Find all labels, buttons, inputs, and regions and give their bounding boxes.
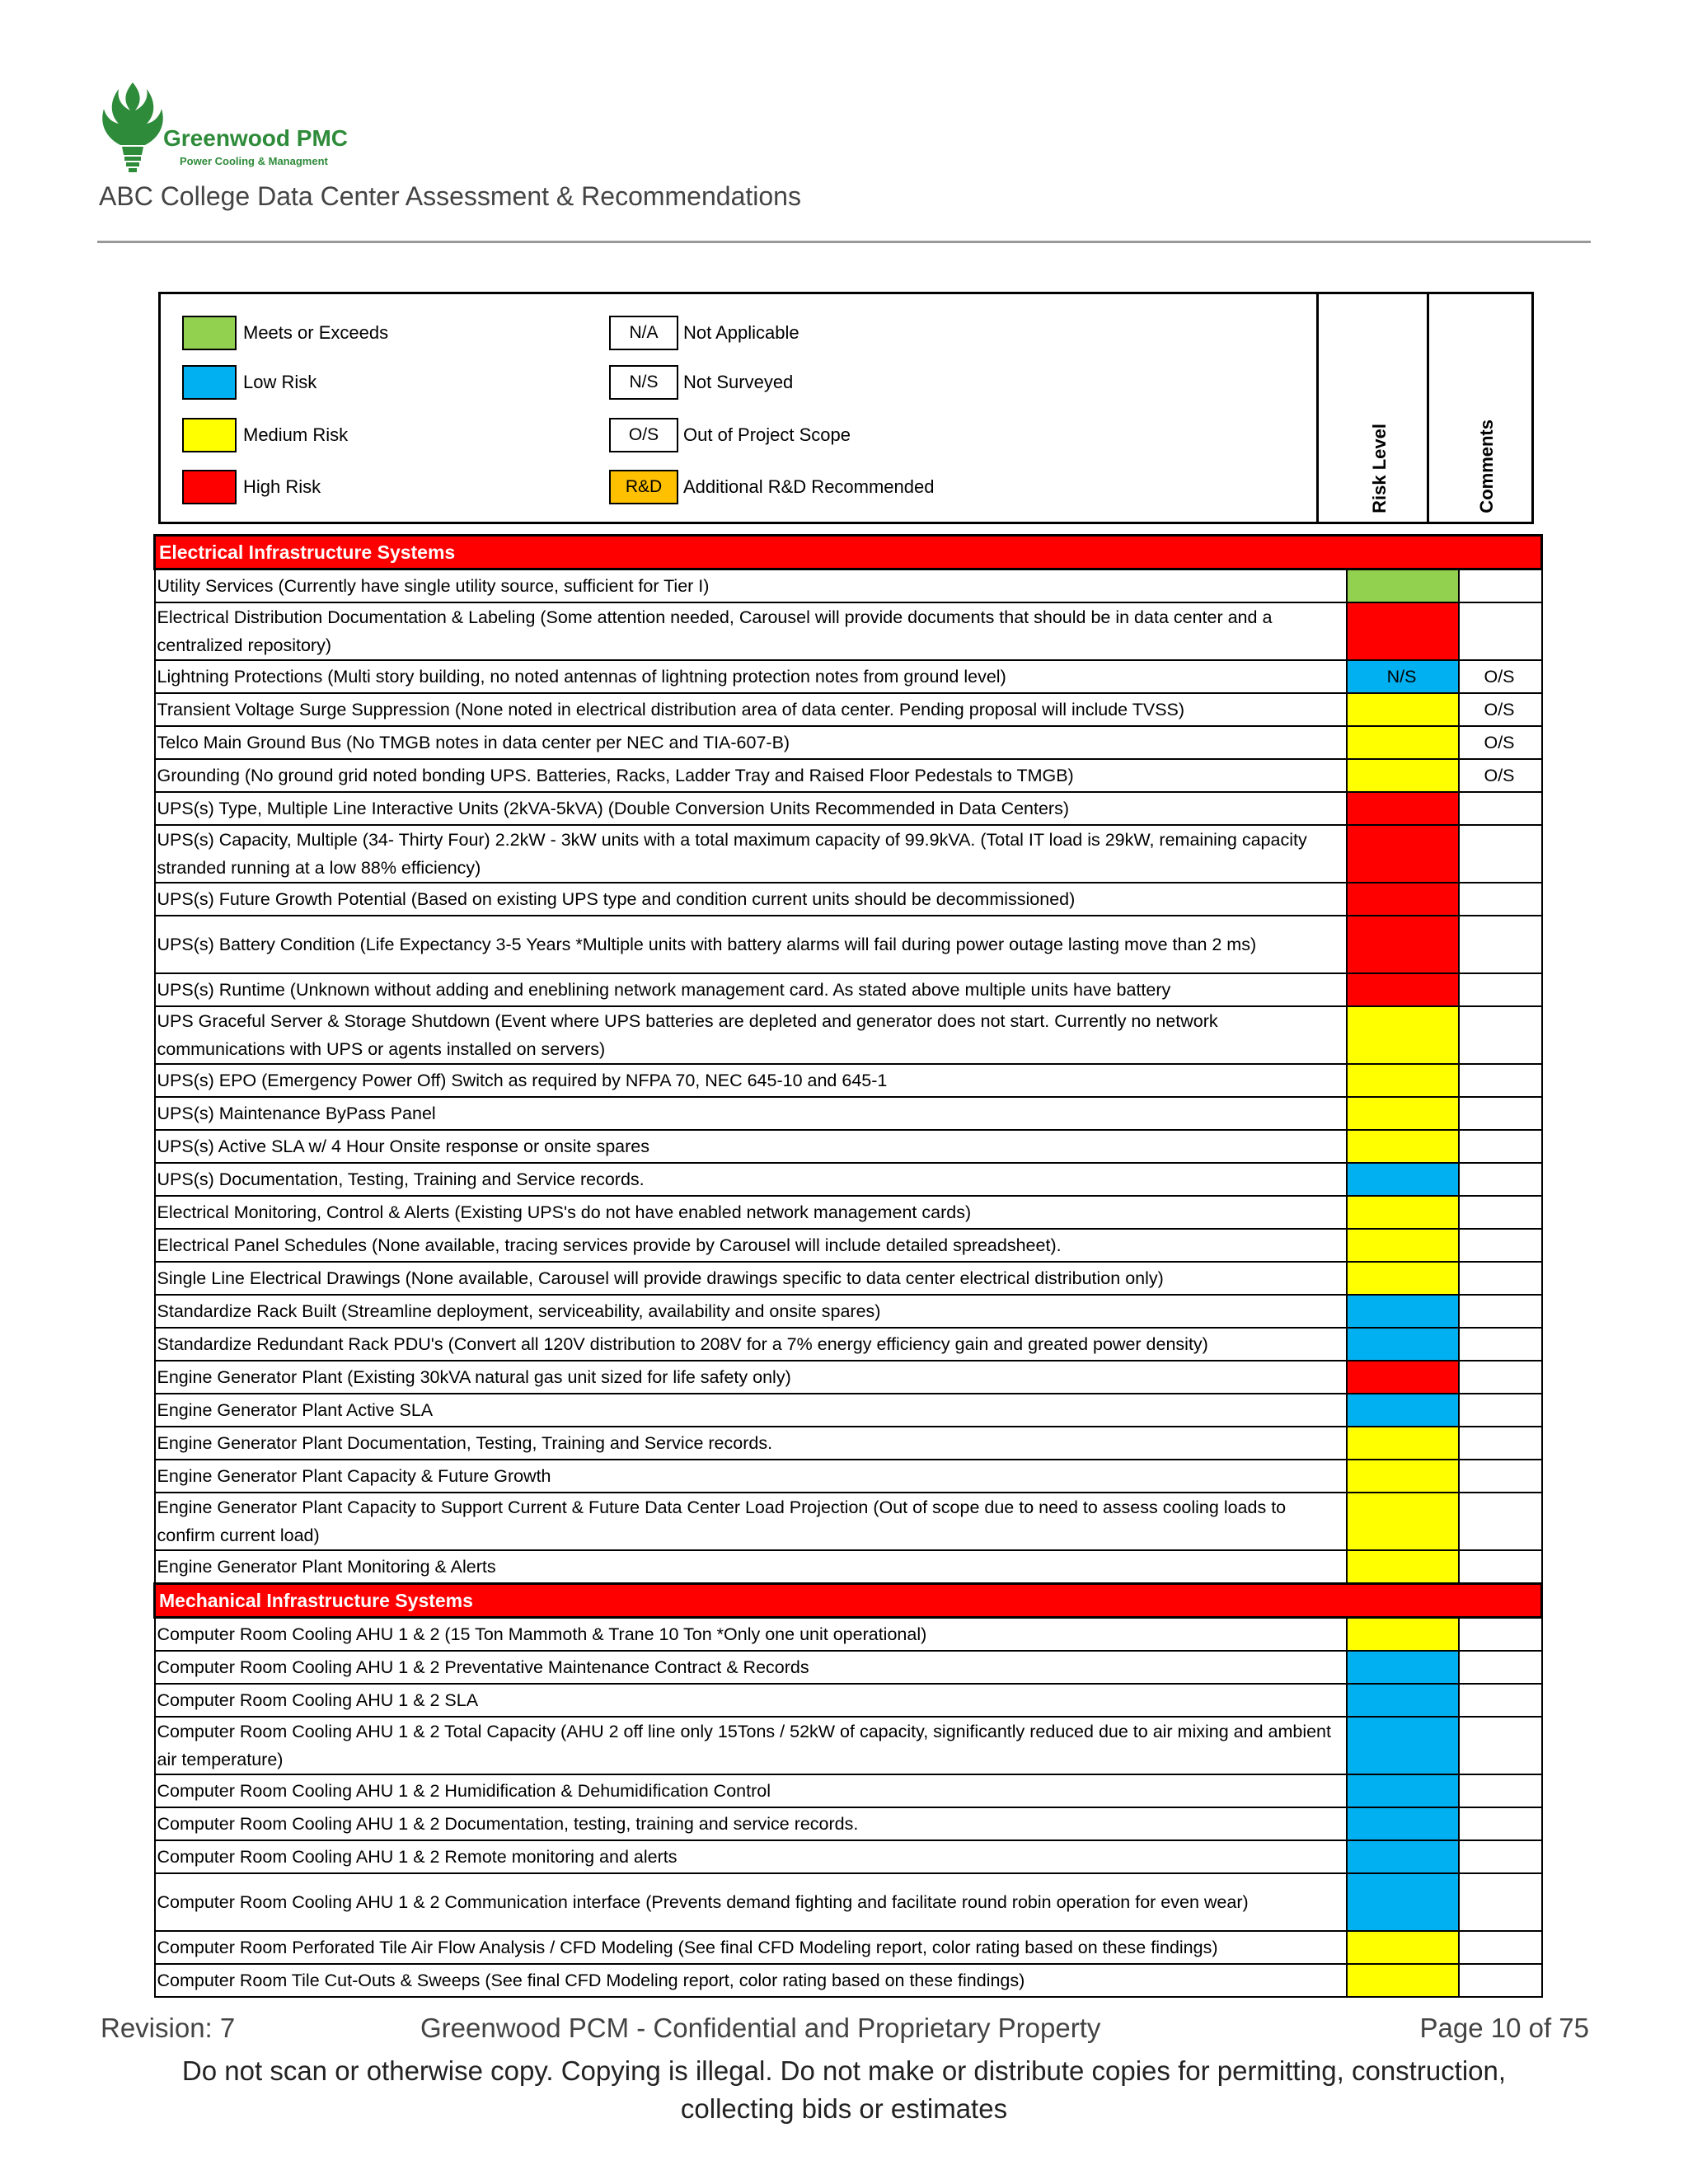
table-row [155, 1873, 1542, 1931]
flame-bulb-icon [97, 79, 168, 176]
legend-os: O/S Out of Project Scope [609, 418, 851, 452]
comment-cell [1459, 1684, 1542, 1717]
table-row [155, 1840, 1542, 1873]
risk-level-cell [1347, 1931, 1459, 1964]
risk-level-cell [1347, 1873, 1459, 1931]
legend-rd: R&D Additional R&D Recommended [609, 470, 935, 504]
legend-meets: Meets or Exceeds [182, 316, 388, 350]
risk-level-cell [1347, 1262, 1459, 1295]
assessment-item: Engine Generator Plant Documentation, Testing, Training and Service records. [155, 1427, 1347, 1460]
assessment-item: Engine Generator Plant Active SLA [155, 1394, 1347, 1427]
assessment-item: UPS Graceful Server & Storage Shutdown (Event where UPS batteries are depleted and generator does not start. Currently no network communications with UPS or agents installed on servers) [155, 1006, 1347, 1064]
comment-cell [1459, 1394, 1542, 1427]
header-divider [97, 241, 1591, 243]
table-row [155, 693, 1542, 726]
yellow-swatch [182, 418, 237, 452]
comment-cell [1459, 1717, 1542, 1774]
assessment-item: UPS(s) Documentation, Testing, Training and Service records. [155, 1163, 1347, 1196]
comment-cell: O/S [1459, 759, 1542, 792]
legend-na: N/A Not Applicable [609, 316, 799, 350]
table-row [155, 660, 1542, 693]
comment-cell: O/S [1459, 726, 1542, 759]
assessment-item: Engine Generator Plant Capacity & Future Growth [155, 1460, 1347, 1493]
assessment-table-body [155, 536, 1542, 1998]
table-row [155, 1427, 1542, 1460]
assessment-item: Computer Room Cooling AHU 1 & 2 Preventative Maintenance Contract & Records [155, 1651, 1347, 1684]
table-row [155, 1295, 1542, 1328]
legend-medium: Medium Risk [182, 418, 348, 452]
comment-cell [1459, 1427, 1542, 1460]
assessment-item: UPS(s) Future Growth Potential (Based on existing UPS type and condition current units should be decommissioned) [155, 883, 1347, 916]
logo-tagline: Power Cooling & Managment [180, 155, 328, 167]
comment-cell [1459, 1493, 1542, 1550]
risk-level-cell [1347, 602, 1459, 660]
assessment-item: Standardize Redundant Rack PDU's (Convert all 120V distribution to 208V for a 7% energy efficiency gain and greated power density) [155, 1328, 1347, 1361]
legend-low: Low Risk [182, 365, 316, 400]
table-row [155, 1394, 1542, 1427]
comment-cell [1459, 792, 1542, 825]
risk-level-cell [1347, 1651, 1459, 1684]
risk-level-header: Risk Level [1369, 424, 1390, 513]
assessment-item: Lightning Protections (Multi story building, no noted antennas of lightning protection notes from ground level) [155, 660, 1347, 693]
risk-level-cell [1347, 1807, 1459, 1840]
comment-cell [1459, 1328, 1542, 1361]
comment-cell [1459, 883, 1542, 916]
section-title: Electrical Infrastructure Systems [155, 536, 1542, 569]
comment-cell [1459, 1097, 1542, 1130]
table-row [155, 1964, 1542, 1997]
table-row [155, 1006, 1542, 1064]
comment-cell [1459, 1550, 1542, 1584]
copy-disclaimer [0, 2052, 1688, 2128]
risk-level-cell [1347, 1460, 1459, 1493]
comment-cell [1459, 1006, 1542, 1064]
risk-level-cell [1347, 916, 1459, 973]
comment-cell [1459, 1618, 1542, 1652]
table-row [155, 792, 1542, 825]
revision-label: Revision: 7 [101, 2013, 236, 2043]
risk-level-cell [1347, 569, 1459, 603]
risk-level-cell [1347, 1163, 1459, 1196]
table-row [155, 1931, 1542, 1964]
risk-level-cell [1347, 1295, 1459, 1328]
table-row [155, 1807, 1542, 1840]
document-title: ABC College Data Center Assessment & Recommendations [99, 181, 801, 211]
comment-cell [1459, 1460, 1542, 1493]
table-row [155, 825, 1542, 883]
assessment-item: Computer Room Cooling AHU 1 & 2 Total Capacity (AHU 2 off line only 15Tons / 52kW of capacity, significantly reduced due to air mixing and ambient air temperature) [155, 1717, 1347, 1774]
assessment-item: Computer Room Cooling AHU 1 & 2 Communication interface (Prevents demand fighting and facilitate round robin operation for even wear) [155, 1873, 1347, 1931]
section-title: Mechanical Infrastructure Systems [155, 1584, 1542, 1618]
table-row [155, 1717, 1542, 1774]
assessment-item: UPS(s) Active SLA w/ 4 Hour Onsite response or onsite spares [155, 1130, 1347, 1163]
comment-cell [1459, 1163, 1542, 1196]
table-row [155, 1493, 1542, 1550]
risk-level-cell [1347, 693, 1459, 726]
assessment-table [153, 534, 1543, 1998]
comment-cell [1459, 825, 1542, 883]
table-row [155, 1460, 1542, 1493]
assessment-item: Engine Generator Plant Monitoring & Alerts [155, 1550, 1347, 1584]
legend-ns: N/S Not Surveyed [609, 365, 793, 400]
risk-level-cell [1347, 726, 1459, 759]
assessment-item: Engine Generator Plant (Existing 30kVA natural gas unit sized for life safety only) [155, 1361, 1347, 1394]
comment-cell: O/S [1459, 660, 1542, 693]
table-row [155, 1196, 1542, 1229]
table-row [155, 1550, 1542, 1584]
table-row [155, 1774, 1542, 1807]
comment-cell [1459, 602, 1542, 660]
assessment-item: Standardize Rack Built (Streamline deployment, serviceability, availability and onsite spares) [155, 1295, 1347, 1328]
risk-level-cell [1347, 792, 1459, 825]
risk-level-cell [1347, 1064, 1459, 1097]
risk-level-cell [1347, 1130, 1459, 1163]
disclaimer-line: collecting bids or estimates [680, 2093, 1008, 2124]
confidential-label: Greenwood PCM - Confidential and Proprietary Property [420, 2013, 1101, 2043]
assessment-item: Single Line Electrical Drawings (None available, Carousel will provide drawings specific to data center electrical distribution only) [155, 1262, 1347, 1295]
table-row [155, 602, 1542, 660]
table-row [155, 759, 1542, 792]
red-swatch [182, 470, 237, 504]
company-logo [97, 79, 394, 176]
table-row [155, 1262, 1542, 1295]
comment-cell [1459, 1229, 1542, 1262]
comment-cell [1459, 1774, 1542, 1807]
risk-level-cell [1347, 1684, 1459, 1717]
legend-high: High Risk [182, 470, 321, 504]
page-number: Page 10 of 75 [1419, 2013, 1589, 2043]
section-header [155, 536, 1542, 569]
assessment-item: Electrical Panel Schedules (None available, tracing services provide by Carousel will include detailed spreadsheet). [155, 1229, 1347, 1262]
risk-level-cell [1347, 1618, 1459, 1652]
assessment-item: Utility Services (Currently have single utility source, sufficient for Tier I) [155, 569, 1347, 603]
table-row [155, 1130, 1542, 1163]
comment-cell [1459, 916, 1542, 973]
disclaimer-line: Do not scan or otherwise copy. Copying is illegal. Do not make or distribute copies for permitting, construction, [181, 2055, 1507, 2086]
risk-level-cell [1347, 1394, 1459, 1427]
comment-cell [1459, 1873, 1542, 1931]
assessment-item: Engine Generator Plant Capacity to Support Current & Future Data Center Load Projection (Out of scope due to need to assess cooling loads to confirm current load) [155, 1493, 1347, 1550]
comment-cell [1459, 1295, 1542, 1328]
risk-level-cell [1347, 973, 1459, 1006]
risk-level-cell: N/S [1347, 660, 1459, 693]
legend-divider [1316, 294, 1319, 522]
risk-level-cell [1347, 1361, 1459, 1394]
table-row [155, 726, 1542, 759]
assessment-item: Computer Room Tile Cut-Outs & Sweeps (See final CFD Modeling report, color rating based on these findings) [155, 1964, 1347, 1997]
risk-level-cell [1347, 1427, 1459, 1460]
table-row [155, 1097, 1542, 1130]
risk-level-cell [1347, 1196, 1459, 1229]
assessment-item: Computer Room Cooling AHU 1 & 2 Documentation, testing, training and service records. [155, 1807, 1347, 1840]
legend-divider [1427, 294, 1429, 522]
comment-cell [1459, 1651, 1542, 1684]
assessment-item: Telco Main Ground Bus (No TMGB notes in data center per NEC and TIA-607-B) [155, 726, 1347, 759]
green-swatch [182, 316, 237, 350]
comment-cell [1459, 1262, 1542, 1295]
assessment-item: UPS(s) EPO (Emergency Power Off) Switch as required by NFPA 70, NEC 645-10 and 645-1 [155, 1064, 1347, 1097]
assessment-item: Electrical Monitoring, Control & Alerts (Existing UPS's do not have enabled network management cards) [155, 1196, 1347, 1229]
table-row [155, 1618, 1542, 1652]
assessment-item: Electrical Distribution Documentation & Labeling (Some attention needed, Carousel will provide documents that should be in data center and a centralized repository) [155, 602, 1347, 660]
table-row [155, 1328, 1542, 1361]
risk-level-cell [1347, 1006, 1459, 1064]
comment-cell [1459, 1931, 1542, 1964]
risk-level-cell [1347, 759, 1459, 792]
assessment-item: UPS(s) Battery Condition (Life Expectancy 3-5 Years *Multiple units with battery alarms will fail during power outage lasting move than 2 ms) [155, 916, 1347, 973]
assessment-item: Computer Room Cooling AHU 1 & 2 Remote monitoring and alerts [155, 1840, 1347, 1873]
risk-level-cell [1347, 1550, 1459, 1584]
table-row [155, 569, 1542, 603]
comment-cell [1459, 1840, 1542, 1873]
table-row [155, 1064, 1542, 1097]
assessment-item: Computer Room Cooling AHU 1 & 2 Humidification & Dehumidification Control [155, 1774, 1347, 1807]
table-row [155, 1163, 1542, 1196]
risk-level-cell [1347, 883, 1459, 916]
risk-level-cell [1347, 1493, 1459, 1550]
risk-level-cell [1347, 1717, 1459, 1774]
table-row [155, 1361, 1542, 1394]
risk-level-cell [1347, 1774, 1459, 1807]
risk-level-cell [1347, 1840, 1459, 1873]
table-row [155, 973, 1542, 1006]
assessment-item: Computer Room Cooling AHU 1 & 2 (15 Ton Mammoth & Trane 10 Ton *Only one unit operational) [155, 1618, 1347, 1652]
comment-cell [1459, 1361, 1542, 1394]
assessment-item: UPS(s) Capacity, Multiple (34- Thirty Four) 2.2kW - 3kW units with a total maximum capacity of 99.9kVA. (Total IT load is 29kW, remaining capacity stranded running at a low 88% efficiency) [155, 825, 1347, 883]
blue-swatch [182, 365, 237, 400]
table-row [155, 1684, 1542, 1717]
risk-level-cell [1347, 1964, 1459, 1997]
assessment-item: UPS(s) Maintenance ByPass Panel [155, 1097, 1347, 1130]
comment-cell: O/S [1459, 693, 1542, 726]
risk-level-cell [1347, 1097, 1459, 1130]
risk-level-cell [1347, 825, 1459, 883]
comments-header: Comments [1476, 419, 1497, 513]
risk-level-cell [1347, 1328, 1459, 1361]
comment-cell [1459, 1807, 1542, 1840]
table-row [155, 883, 1542, 916]
section-header [155, 1584, 1542, 1618]
comment-cell [1459, 569, 1542, 603]
risk-level-cell [1347, 1229, 1459, 1262]
comment-cell [1459, 1196, 1542, 1229]
risk-legend [158, 292, 1534, 524]
assessment-item: Computer Room Cooling AHU 1 & 2 SLA [155, 1684, 1347, 1717]
assessment-item: UPS(s) Type, Multiple Line Interactive Units (2kVA-5kVA) (Double Conversion Units Recommended in Data Centers) [155, 792, 1347, 825]
comment-cell [1459, 1964, 1542, 1997]
table-row [155, 916, 1542, 973]
comment-cell [1459, 1064, 1542, 1097]
assessment-item: Grounding (No ground grid noted bonding UPS. Batteries, Racks, Ladder Tray and Raised Floor Pedestals to TMGB) [155, 759, 1347, 792]
assessment-item: UPS(s) Runtime (Unknown without adding and eneblining network management card. As stated above multiple units have battery [155, 973, 1347, 1006]
table-row [155, 1651, 1542, 1684]
comment-cell [1459, 1130, 1542, 1163]
comment-cell [1459, 973, 1542, 1006]
table-row [155, 1229, 1542, 1262]
assessment-item: Transient Voltage Surge Suppression (None noted in electrical distribution area of data center. Pending proposal will include TVSS) [155, 693, 1347, 726]
assessment-item: Computer Room Perforated Tile Air Flow Analysis / CFD Modeling (See final CFD Modeling report, color rating based on these findings) [155, 1931, 1347, 1964]
logo-name: Greenwood PMC [163, 125, 349, 151]
